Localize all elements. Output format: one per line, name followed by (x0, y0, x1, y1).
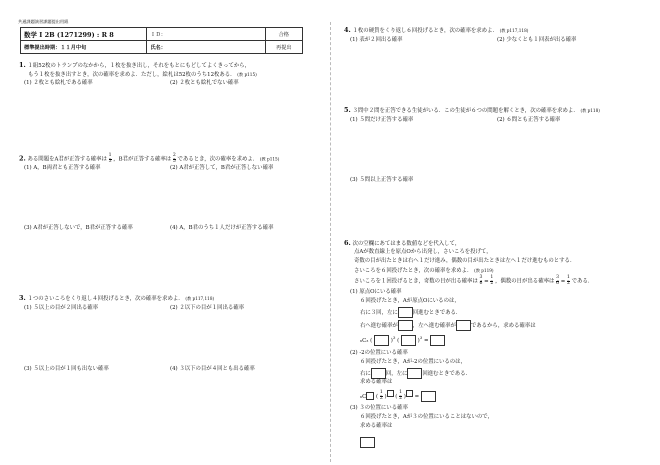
q2-prob-a-den: 3 (108, 158, 112, 164)
q4-text: １枚の硬貨をくり返し６回投げるとき，次の確率を求めよ． (352, 28, 498, 34)
q6-sub1-c-post: であるから，求める確率は (470, 323, 536, 329)
q3-answer-2: (2) ２以下の目が１回出る確率 (170, 305, 245, 311)
q6-comb1: ₆C₃ (360, 337, 369, 344)
q1-number: 1. (19, 61, 26, 69)
q6-sub1-c-pre: 右へ進む確率が (360, 323, 398, 329)
q6-comb2: ₆C (360, 393, 367, 400)
q2-answer-3: (3) A君が正答しないで，B君が正答する確率 (24, 225, 133, 231)
q6-sub1-b-pre: 右に３回，左に (360, 310, 398, 316)
q2-text-b: ，B君が正答する確率は (113, 156, 172, 163)
q5-number: 5. (344, 106, 351, 114)
q6-line4 (354, 267, 494, 275)
q6-frac2-den: 2 (490, 280, 494, 286)
q1-text2: もう１枚を抜き出すとき，次の確率を求めよ．ただし，絵札は52枚のうち12枚ある． (28, 72, 236, 78)
q6-sub1-title: (1) 原点Oにいる確率 (350, 289, 402, 295)
q5-ref: (教 p118) (580, 108, 600, 113)
answer-box-result-2[interactable] (421, 391, 436, 402)
q6-sub2-formula: ₆C ( $\frac{1}{2}$ ) ( $\frac{1}{2}$ ) = (360, 390, 436, 402)
answer-box-right-prob[interactable] (398, 320, 413, 331)
q6-frac-even (556, 276, 559, 286)
top-note: 共通課題演習課題提出用紙 (18, 19, 69, 24)
answer-box-exp-2[interactable] (406, 390, 413, 397)
resubmit-label: 再提出 (276, 44, 292, 51)
q6-line2: 点Aが数直線上を原点Oから出発し，さいころを投げて， (354, 249, 492, 255)
q1-answer-2: (2) ２枚とも絵札でない確率 (170, 80, 239, 86)
q6-sub1-line-a: ６回投げたとき，Aが原点Oにいるのは， (360, 298, 460, 304)
q6-frac-even-simplified (567, 276, 570, 286)
q6-line1 (344, 240, 460, 248)
period-label: 標準提出時期：１１月中旬 (24, 44, 87, 51)
q2-text-a: ある問題をA君が正答する確率は (27, 156, 107, 163)
answer-box-left-prob[interactable] (456, 320, 471, 331)
answer-box-result-1[interactable] (430, 335, 445, 346)
q6-sub2-title: (2) -2の位置にいる確率 (350, 350, 408, 356)
q1-line1 (19, 62, 250, 70)
q3-answer-3: (3) ５以上の目が１回も出ない確率 (24, 366, 109, 372)
q6-sub2-line-b (360, 368, 471, 379)
id-label: ＩＤ： (150, 31, 166, 38)
q6-sub2-line-c: 求める確率は (360, 379, 393, 385)
answer-box-formula-1[interactable] (374, 335, 389, 346)
q6-sub2-b-pre: 右に (360, 371, 371, 377)
subject-label: 数学 I 2B (1271299) : R 8 (24, 30, 114, 39)
q4-number: 4. (344, 26, 351, 34)
answer-box-result-3[interactable] (360, 437, 375, 448)
name-cell[interactable] (147, 41, 265, 54)
q6-sub2-half-1 (380, 391, 383, 401)
q1-text1: １組52枚のトランプのなかから，１枚を抜き出し，それをもとにもどしてよくきってから， (27, 63, 251, 69)
answer-box-exp-1[interactable] (387, 390, 394, 397)
q6-line5 (354, 276, 593, 286)
q3-line (19, 295, 214, 303)
pass-cell (265, 28, 302, 41)
q6-sub1-c-mid: ，左へ進む確率が (412, 323, 456, 329)
q6-frac1-den: 6 (479, 280, 483, 286)
answer-box-left-count[interactable] (398, 307, 413, 318)
q6-text5c: である． (571, 278, 594, 285)
q2-answer-4: (4) A，B君のうち１人だけが正答する確率 (170, 225, 274, 231)
q5-answer-2: (2) ６問とも正答する確率 (497, 117, 561, 123)
q6-frac4-den: 2 (567, 280, 570, 286)
q6-sub3-line-a: ６回投げたとき，Aが３の位置にいることはないので， (360, 414, 493, 420)
answer-box-left-count-2[interactable] (407, 368, 422, 379)
q6-eq1: = (484, 278, 489, 285)
q6-sub3-answer (360, 432, 375, 451)
q6-sub1-b-post: 回進むときである． (412, 310, 462, 316)
q6-sub1-formula: ₆C₃ ( )$^3$ ( )$^3$ = (360, 334, 445, 346)
q6-frac-odd (480, 276, 483, 286)
q6-eq2: = (560, 278, 566, 285)
q4-answer-1: (1) 表が２回出る確率 (350, 37, 403, 43)
answer-box-formula-2[interactable] (401, 335, 416, 346)
q5-line (344, 107, 600, 115)
resubmit-cell (265, 41, 302, 54)
q1-answer-1: (1) ２枚とも絵札である確率 (24, 80, 93, 86)
q6-frac2-num: 1 (490, 275, 494, 280)
pass-label: 合格 (278, 31, 289, 38)
q6-frac3-den: 6 (556, 280, 560, 286)
q6-sub2-half-2-num: 1 (399, 390, 403, 396)
q2-text-c: であるとき，次の確率を求めよ． (177, 156, 259, 163)
q5-answer-1: (1) ５問だけ正答する確率 (350, 117, 414, 123)
column-divider (330, 22, 331, 462)
q6-sub2-line-a: ６回投げたとき，Aが-2の位置にいるのは， (360, 359, 466, 365)
q2-prob-b (173, 154, 176, 164)
q2-prob-a (109, 154, 112, 164)
q2-prob-b-num: 2 (172, 153, 176, 158)
q6-sub3-title: (3) ３の位置にいる確率 (350, 405, 408, 411)
q6-sub2-half-2 (399, 391, 402, 401)
q6-sub2-b-mid: 回，左に (385, 371, 408, 377)
q6-frac3-num: 3 (556, 275, 560, 280)
q3-answer-1: (1) ５以上の目が２回出る確率 (24, 305, 99, 311)
q2-answer-2: (2) A君が正答して，B君が正答しない確率 (170, 165, 274, 171)
answer-box-comb-index[interactable] (366, 392, 374, 400)
q6-sub2-half-1-num: 1 (379, 390, 383, 396)
answer-box-right-count[interactable] (371, 368, 386, 379)
q6-line3: 奇数の目が出たときは右へ１だけ進み，偶数の目が出たときは左へ１だけ進むものとする． (354, 258, 576, 264)
q6-sub2-half-1-den: 2 (379, 395, 383, 401)
q4-answer-2: (2) 少なくとも１回表が出る確率 (497, 37, 577, 43)
q6-frac1-num: 3 (479, 275, 483, 280)
q5-answer-3: (3) ５問以上正答する確率 (350, 177, 414, 183)
q6-sub3-line-b: 求める確率は (360, 423, 393, 429)
name-label: 氏名： (150, 44, 166, 51)
q6-ref: (教 p119) (474, 268, 494, 273)
q6-frac4-num: 1 (567, 275, 570, 280)
q6-frac-odd-simplified (490, 276, 493, 286)
q6-sub1-line-c (360, 320, 536, 331)
q4-ref: (教 p117,118) (499, 28, 529, 33)
q6-sub2-b-post: 回進むときである． (422, 371, 471, 377)
q2-prob-b-den: 5 (172, 158, 176, 164)
period-cell (21, 41, 147, 54)
q6-number: 6. (344, 239, 351, 247)
q1-ref: (教 p115) (237, 72, 257, 77)
subject-cell (21, 28, 147, 41)
q3-answer-4: (4) ３以下の目が４回とも出る確率 (170, 366, 255, 372)
q1-line2 (28, 71, 257, 79)
q3-number: 3. (19, 294, 26, 302)
q4-line (344, 27, 528, 35)
q6-sub2-half-2-den: 2 (399, 395, 403, 401)
q6-sub1-line-b (360, 307, 461, 318)
q3-ref: (教 p117,118) (185, 296, 215, 301)
q5-text: ３問中２問を正答できる生徒がいる．この生徒が６つの問題を解くとき，次の確率を求めよ． (352, 108, 579, 114)
q2-ref: (教 p115) (259, 156, 280, 162)
q3-text: １つのさいころをくり返し４回投げるとき，次の確率を求めよ． (27, 296, 184, 302)
id-cell[interactable] (147, 28, 265, 41)
q2-prob-a-num: 1 (108, 153, 112, 158)
q2-line (19, 154, 279, 164)
header-table (20, 27, 303, 54)
q6-text1: 次の空欄にあてはまる数値などを代入して， (352, 241, 461, 247)
q2-answer-1: (1) A，B両君とも正答する確率 (24, 165, 101, 171)
q6-text4: さいころを６回投げたとき，次の確率を求めよ． (354, 268, 473, 274)
q6-text5a: さいころを１回投げるとき，奇数の目が出る確率は (354, 278, 478, 285)
q2-number: 2. (19, 154, 26, 163)
q6-text5b: ，偶数の目が出る確率は (495, 278, 555, 285)
